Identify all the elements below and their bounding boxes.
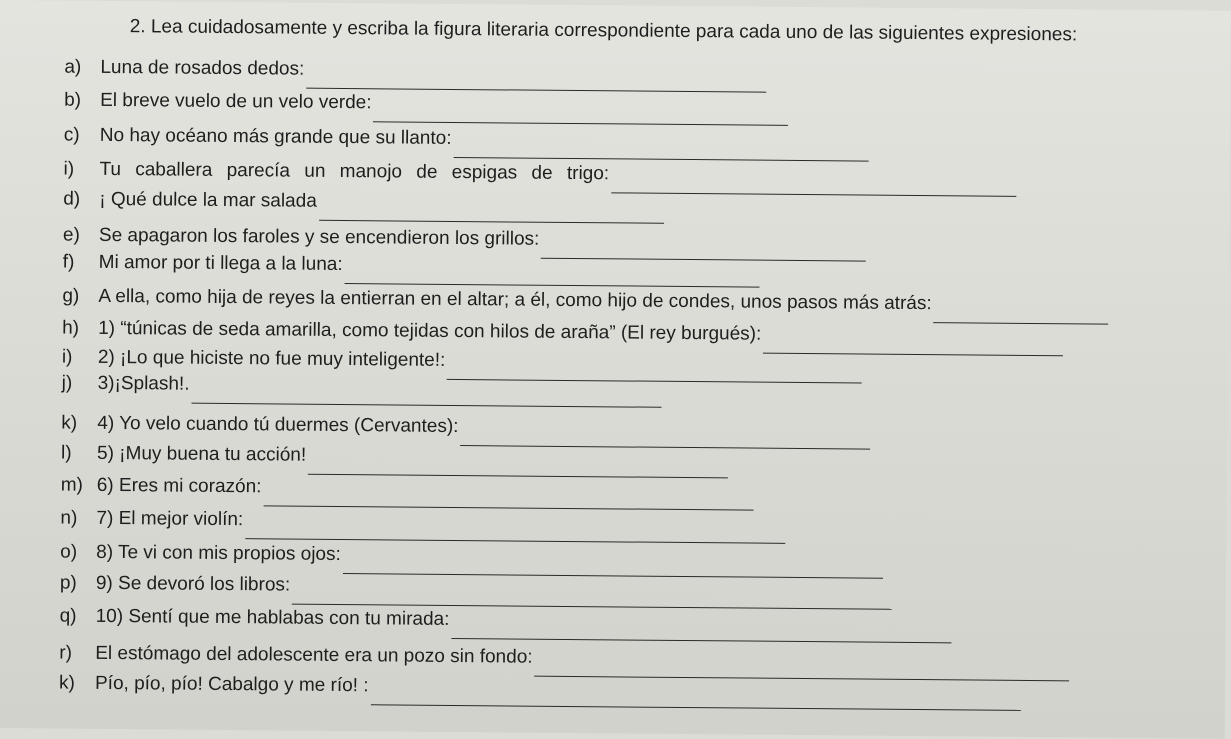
- item-letter: r): [59, 642, 73, 664]
- item-letter: i): [61, 346, 73, 368]
- list-item: [60, 508, 785, 536]
- item-expression: No hay océano más grande que su llanto:: [99, 124, 452, 149]
- item-expression: 7) El mejor violín:: [96, 507, 244, 531]
- list-item: [63, 159, 1016, 189]
- list-item: [62, 318, 1063, 349]
- list-item: [62, 373, 662, 400]
- item-expression: 3)¡Splash!.: [97, 372, 190, 395]
- item-letter: k): [61, 412, 78, 434]
- item-letter: g): [62, 285, 80, 307]
- answer-blank[interactable]: [245, 537, 785, 544]
- list-item: [62, 286, 1108, 317]
- list-item: [63, 252, 760, 280]
- answer-blank[interactable]: [370, 703, 1020, 711]
- item-letter: b): [64, 89, 82, 111]
- item-expression: 6) Eres mi corazón:: [96, 474, 262, 498]
- item-expression: A ella, como hija de reyes la entierran en el altar; a él, como hijo de condes, unos pasos más atrás:: [98, 285, 932, 315]
- list-item: [64, 90, 789, 118]
- item-letter: e): [62, 224, 80, 246]
- item-letter: p): [59, 572, 77, 594]
- item-expression: Se apagaron los faroles y se encendieron los grillos:: [98, 224, 540, 250]
- answer-blank[interactable]: [611, 191, 1016, 197]
- answer-blank[interactable]: [373, 120, 788, 126]
- list-item: [59, 643, 1069, 674]
- list-item: [61, 413, 870, 442]
- item-letter: m): [60, 474, 84, 496]
- answer-blank[interactable]: [191, 402, 661, 408]
- answer-blank[interactable]: [934, 321, 1109, 325]
- item-expression: 2) ¡Lo que hiciste no fue muy inteligente!:: [97, 346, 446, 371]
- list-item: [60, 606, 952, 636]
- item-letter: k): [58, 672, 75, 694]
- answer-blank[interactable]: [344, 282, 759, 288]
- item-expression: 5) ¡Muy buena tu acción!: [96, 442, 307, 466]
- item-expression: 1) “túnicas de seda amarilla, como tejidas con hilos de araña” (El rey burgués):: [98, 317, 762, 345]
- list-item: [64, 57, 766, 85]
- item-letter: q): [59, 605, 77, 627]
- item-expression: 8) Te vi con mis propios ojos:: [96, 541, 341, 565]
- exercise-heading: 2. Lea cuidadosamente y escriba la figura literaria correspondiente para cada uno de las siguientes expresiones:: [129, 16, 1078, 46]
- item-expression: Tu caballera parecía un manojo de espigas de trigo:: [99, 158, 610, 185]
- item-expression: Pío, pío, pío! Cabalgo y me río! :: [94, 672, 369, 697]
- item-letter: j): [61, 372, 73, 394]
- list-item: [60, 542, 883, 571]
- item-expression: El estómago del adolescente era un pozo sin fondo:: [95, 642, 533, 668]
- item-expression: 9) Se devoró los libros:: [95, 572, 291, 596]
- item-letter: l): [60, 442, 72, 464]
- item-expression: 4) Yo velo cuando tú duermes (Cervantes):: [97, 412, 459, 438]
- item-letter: o): [60, 541, 78, 563]
- item-letter: h): [62, 317, 80, 339]
- list-item: [61, 475, 754, 503]
- answer-blank[interactable]: [451, 637, 951, 643]
- item-expression: Luna de rosados dedos:: [100, 56, 305, 80]
- list-item: [61, 443, 728, 471]
- item-letter: f): [62, 251, 75, 273]
- item-expression: ¡ Qué dulce la mar salada: [99, 188, 317, 212]
- list-item: [63, 225, 867, 254]
- item-letter: a): [64, 56, 82, 78]
- item-letter: i): [63, 158, 75, 180]
- list-item: [62, 347, 863, 376]
- item-letter: n): [60, 507, 78, 529]
- item-expression: 10) Sentí que me hablabas con tu mirada:: [95, 605, 450, 630]
- list-item: [64, 125, 869, 154]
- list-item: [63, 189, 664, 216]
- answer-blank[interactable]: [319, 219, 664, 224]
- item-expression: El breve vuelo de un velo verde:: [100, 89, 372, 114]
- item-letter: c): [63, 124, 80, 146]
- item-expression: Mi amor por ti llega a la luna:: [98, 251, 343, 275]
- answer-blank[interactable]: [453, 156, 868, 162]
- item-letter: d): [63, 188, 81, 210]
